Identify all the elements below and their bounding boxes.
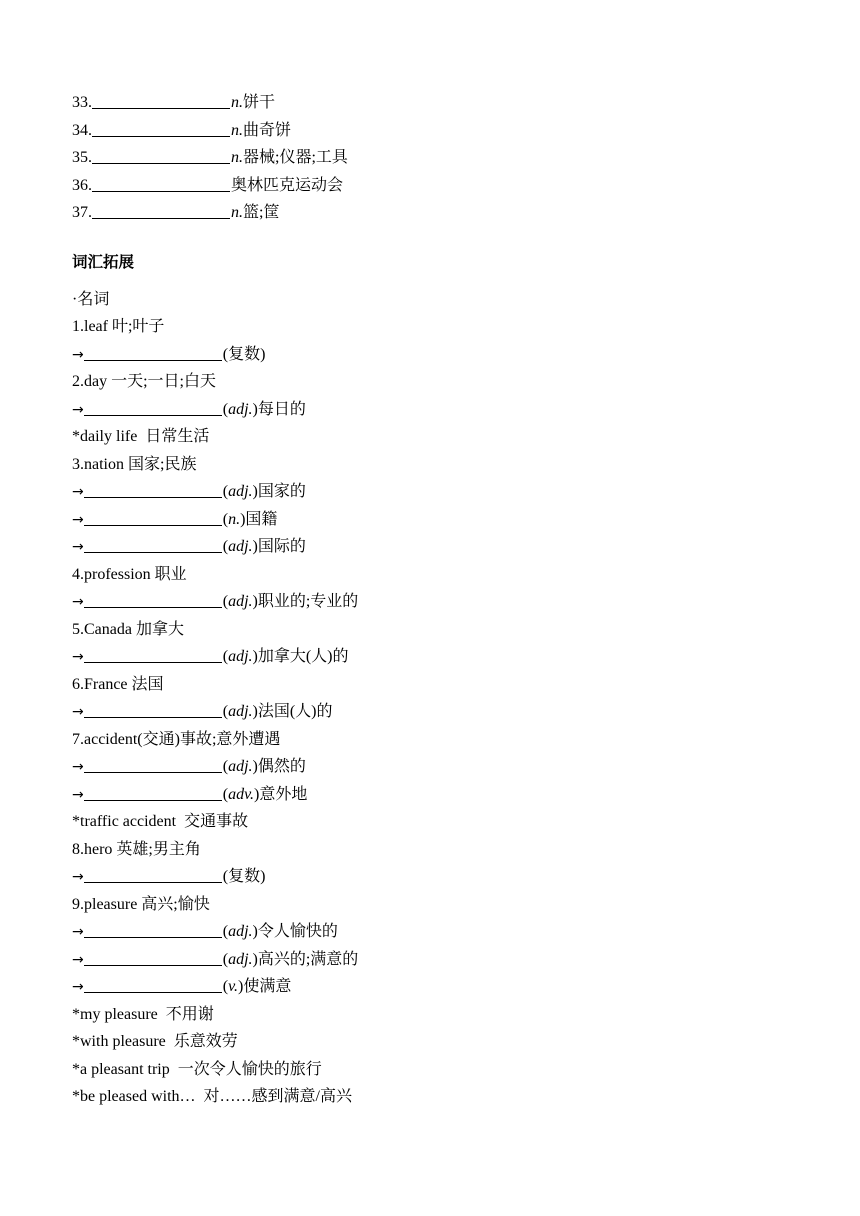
derived-meaning: 使满意 <box>243 978 292 995</box>
answer-blank[interactable] <box>84 534 222 553</box>
derived-form-row <box>72 753 832 781</box>
part-of-speech: n. <box>231 204 243 221</box>
answer-blank[interactable] <box>84 782 222 801</box>
paren-open: ( <box>222 703 229 720</box>
phrase-english: *daily life <box>72 428 138 445</box>
category-label: ·名词 <box>72 290 110 308</box>
phrase-row <box>72 423 832 451</box>
vocabulary-entries <box>72 313 832 1111</box>
paren-open: ( <box>222 510 229 528</box>
paren-open: ( <box>222 538 229 555</box>
derived-meaning: 每日的 <box>257 400 306 418</box>
part-of-speech: adj. <box>228 593 253 610</box>
arrow-icon: → <box>72 951 84 968</box>
phrase-english: *a pleasant trip <box>72 1060 170 1078</box>
paren-open: ( <box>222 758 229 775</box>
derived-meaning: 加拿大(人)的 <box>257 648 349 665</box>
entry-headword: 9.pleasure 高兴;愉快 <box>72 895 210 913</box>
derived-meaning: 国际的 <box>257 538 306 555</box>
answer-blank[interactable] <box>84 947 222 966</box>
part-of-speech: v. <box>228 978 238 995</box>
item-meaning: 奥林匹克运动会 <box>231 176 344 194</box>
paren-open: ( <box>222 483 229 500</box>
item-number: 36. <box>72 176 92 194</box>
phrase-row <box>72 1028 832 1056</box>
paren-close: ) <box>252 593 258 610</box>
paren-close: ) <box>252 758 258 775</box>
answer-blank[interactable] <box>84 864 222 883</box>
arrow-icon: → <box>72 484 84 500</box>
item-meaning: 饼干 <box>243 94 276 111</box>
entry-headword: 2.day 一天;一日;白天 <box>72 373 216 390</box>
numbered-item <box>72 199 832 227</box>
entry-headword: 3.nation 国家;民族 <box>72 455 197 473</box>
numbered-item <box>72 144 832 172</box>
paren-open: ( <box>222 593 229 610</box>
entry-headword: 6.France 法国 <box>72 675 164 693</box>
numbered-item <box>72 117 832 145</box>
derived-form-row <box>72 341 832 369</box>
part-of-speech: adj. <box>228 758 253 775</box>
paren-close: ) <box>252 400 258 418</box>
arrow-icon: → <box>72 786 84 803</box>
answer-blank[interactable] <box>84 919 222 938</box>
arrow-icon: → <box>72 346 84 363</box>
arrow-icon: → <box>72 704 84 720</box>
phrase-english: *with pleasure <box>72 1033 166 1050</box>
derived-form-row <box>72 478 832 506</box>
derived-meaning: 国家的 <box>257 483 306 500</box>
derived-meaning: 偶然的 <box>257 758 306 775</box>
derived-form-row <box>72 781 832 809</box>
derived-meaning: 令人愉快的 <box>257 923 338 940</box>
part-of-speech: adj. <box>228 483 253 500</box>
derived-form-row <box>72 588 832 616</box>
part-of-speech: adj. <box>228 400 253 418</box>
phrase-chinese: 交通事故 <box>184 813 249 830</box>
paren-open: ( <box>222 400 229 418</box>
part-of-speech: adv. <box>228 785 254 803</box>
item-number: 33. <box>72 94 92 111</box>
item-number: 35. <box>72 149 92 166</box>
arrow-icon: → <box>72 759 84 775</box>
answer-blank[interactable] <box>92 200 230 219</box>
entry-headword: 4.profession 职业 <box>72 565 187 583</box>
entry-headword: 1.leaf 叶;叶子 <box>72 318 165 335</box>
arrow-icon: → <box>72 979 84 995</box>
derived-form-row <box>72 918 832 946</box>
part-of-speech: adj. <box>228 950 253 968</box>
worksheet-page <box>72 89 832 1111</box>
arrow-icon: → <box>72 594 84 610</box>
phrase-english: *be pleased with… <box>72 1088 196 1105</box>
part-of-speech: adj. <box>228 648 253 665</box>
entry-headword: 5.Canada 加拿大 <box>72 620 184 638</box>
derived-meaning: 意外地 <box>259 785 308 803</box>
derived-form-row <box>72 863 832 891</box>
derived-meaning: 高兴的;满意的 <box>257 950 359 968</box>
phrase-english: *my pleasure <box>72 1005 158 1023</box>
paren-close: ) <box>252 923 258 940</box>
answer-blank[interactable] <box>92 118 230 137</box>
answer-blank[interactable] <box>84 974 222 993</box>
answer-blank[interactable] <box>84 397 222 416</box>
derived-meaning: (复数) <box>222 345 266 363</box>
derived-meaning: (复数) <box>222 868 266 885</box>
paren-open: ( <box>222 785 229 803</box>
part-of-speech: adj. <box>228 538 253 555</box>
part-of-speech: n. <box>231 94 243 111</box>
section-title: 词汇拓展 <box>72 252 135 271</box>
paren-close: ) <box>240 510 246 528</box>
derived-form-row <box>72 506 832 534</box>
paren-open: ( <box>222 648 229 665</box>
answer-blank[interactable] <box>84 589 222 608</box>
phrase-row <box>72 808 832 836</box>
part-of-speech: n. <box>231 121 243 139</box>
paren-close: ) <box>252 950 258 968</box>
arrow-icon: → <box>72 869 84 885</box>
answer-blank[interactable] <box>84 507 222 526</box>
entry-headword: 8.hero 英雄;男主角 <box>72 840 201 858</box>
part-of-speech: adj. <box>228 703 253 720</box>
derived-meaning: 法国(人)的 <box>257 703 333 720</box>
paren-close: ) <box>253 785 260 803</box>
arrow-icon: → <box>72 924 84 940</box>
phrase-chinese: 对……感到满意/高兴 <box>203 1088 352 1105</box>
arrow-icon: → <box>72 511 84 528</box>
numbered-blank-list <box>72 89 832 227</box>
paren-open: ( <box>222 950 229 968</box>
derived-form-row <box>72 643 832 671</box>
numbered-item <box>72 172 832 200</box>
answer-blank[interactable] <box>84 754 222 773</box>
paren-close: ) <box>252 648 258 665</box>
phrase-english: *traffic accident <box>72 813 177 830</box>
derived-form-row <box>72 396 832 424</box>
part-of-speech: adj. <box>228 923 253 940</box>
paren-close: ) <box>252 538 258 555</box>
answer-blank[interactable] <box>84 699 222 718</box>
derived-form-row <box>72 698 832 726</box>
derived-meaning: 职业的;专业的 <box>257 593 359 610</box>
derived-form-row <box>72 973 832 1001</box>
item-number: 34. <box>72 121 92 139</box>
part-of-speech: n. <box>228 510 241 528</box>
entry-headword: 7.accident(交通)事故;意外遭遇 <box>72 730 281 748</box>
phrase-row <box>72 1056 832 1084</box>
numbered-item <box>72 89 832 117</box>
item-meaning: 器械;仪器;工具 <box>243 149 348 166</box>
item-meaning: 篮;筐 <box>243 204 280 221</box>
paren-open: ( <box>222 978 229 995</box>
derived-meaning: 国籍 <box>245 510 278 528</box>
answer-blank[interactable] <box>84 479 222 498</box>
answer-blank[interactable] <box>92 145 230 164</box>
paren-close: ) <box>252 483 258 500</box>
phrase-chinese: 日常生活 <box>145 428 210 445</box>
arrow-icon: → <box>72 401 84 418</box>
paren-close: ) <box>237 978 244 995</box>
item-meaning: 曲奇饼 <box>243 121 292 139</box>
derived-form-row <box>72 946 832 974</box>
phrase-chinese: 一次令人愉快的旅行 <box>177 1060 322 1078</box>
phrase-row <box>72 1083 832 1111</box>
answer-blank[interactable] <box>92 173 230 192</box>
paren-close: ) <box>252 703 258 720</box>
paren-open: ( <box>222 923 229 940</box>
phrase-chinese: 不用谢 <box>165 1005 214 1023</box>
arrow-icon: → <box>72 539 84 555</box>
answer-blank[interactable] <box>92 90 230 109</box>
derived-form-row <box>72 533 832 561</box>
answer-blank[interactable] <box>84 342 222 361</box>
answer-blank[interactable] <box>84 644 222 663</box>
arrow-icon: → <box>72 649 84 665</box>
phrase-row <box>72 1001 832 1029</box>
item-number: 37. <box>72 204 92 221</box>
part-of-speech: n. <box>231 149 243 166</box>
phrase-chinese: 乐意效劳 <box>173 1033 238 1050</box>
